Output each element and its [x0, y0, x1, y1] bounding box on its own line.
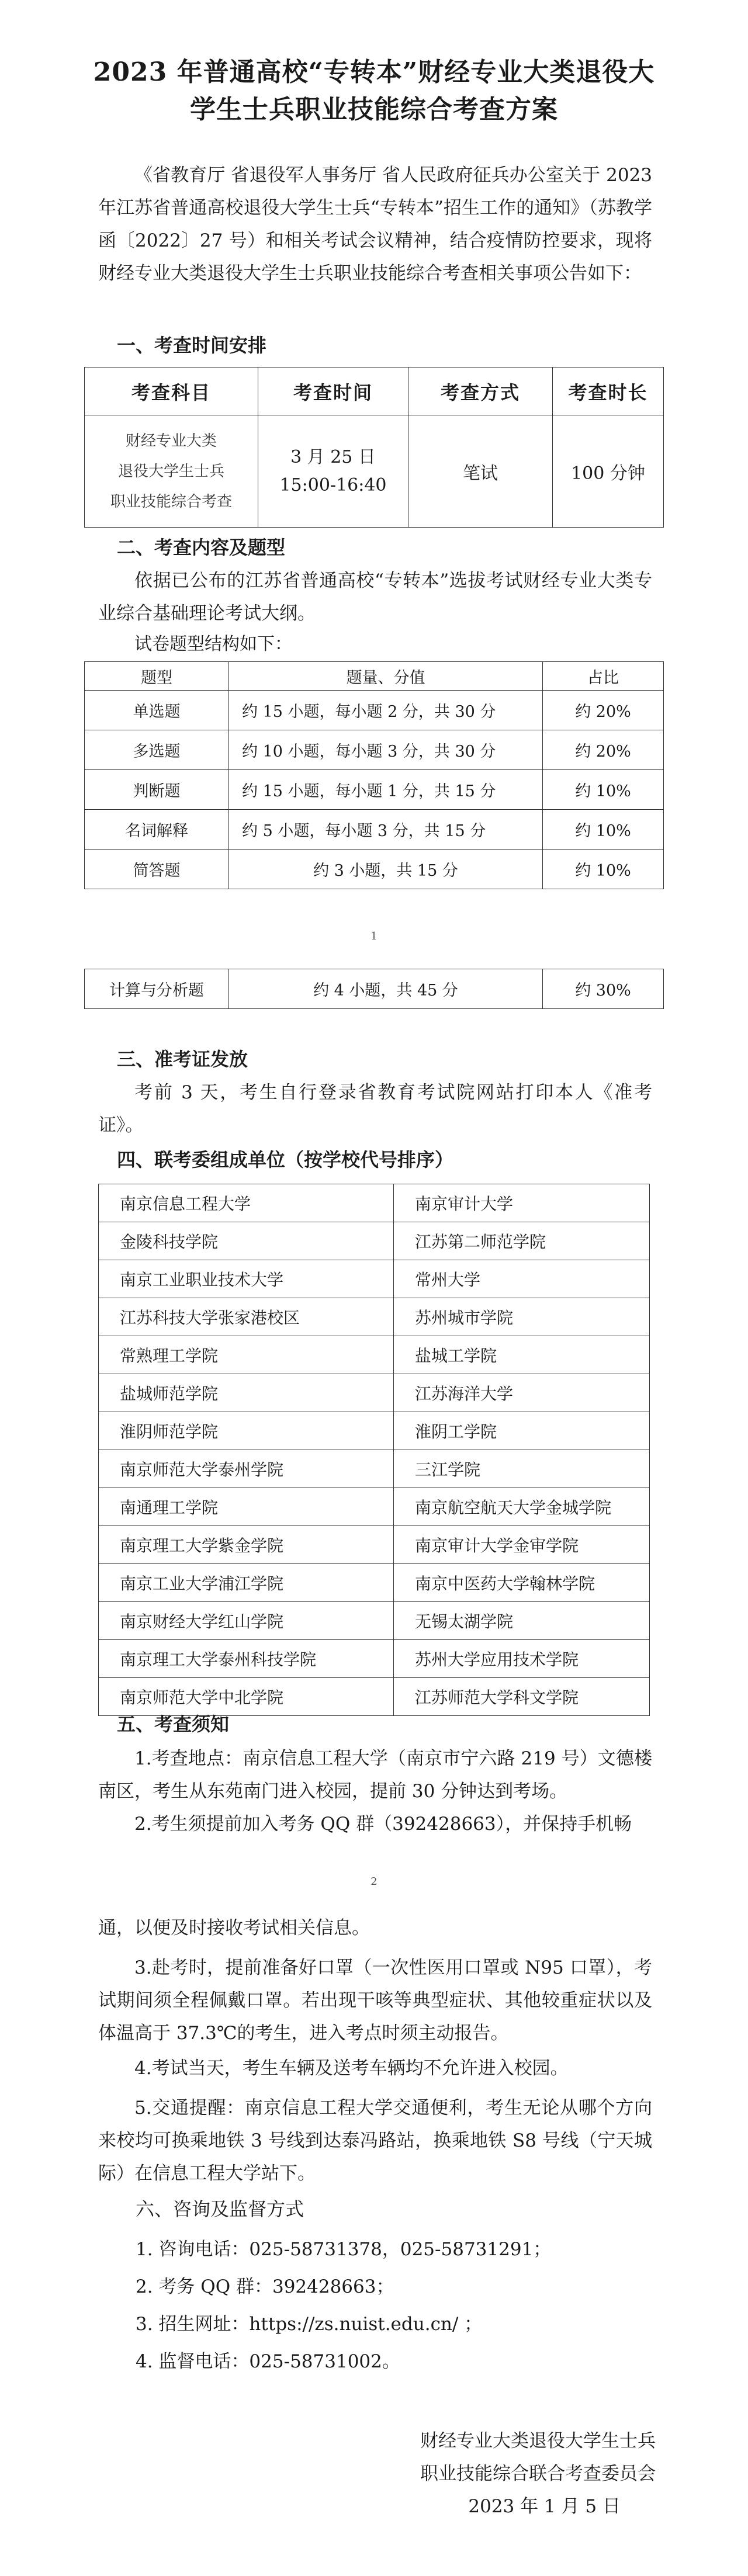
question-types-table-continued: [84, 969, 664, 1009]
members-row: [99, 1222, 650, 1260]
members-row: [99, 1526, 650, 1564]
member-school: 淮阴工学院: [394, 1412, 650, 1450]
members-row: [99, 1336, 650, 1374]
signature-date: 2023 年 1 月 5 日: [468, 2496, 621, 2517]
types-cell-desc: 约 5 小题，每小题 3 分，共 15 分: [229, 810, 543, 850]
intro-paragraph: 《省教育厅 省退役军人事务厅 省人民政府征兵办公室关于 2023 年江苏省普通高校退役大学生士兵“专转本”招生工作的通知》（苏教学函〔2022〕27 号）和相关考试会议精神，结合疫情防控要求，现将财经专业大类退役大学生士兵职业技能综合考查相关事项公告如下：: [98, 165, 652, 284]
notice-item-2-part-2: 通，以便及时接收考试相关信息。: [98, 1918, 370, 1939]
member-school: 南京工业职业技术大学: [99, 1260, 394, 1298]
members-row: [99, 1602, 650, 1640]
member-school: 南京工业大学浦江学院: [99, 1564, 394, 1602]
types-cell-ratio: 约 20%: [543, 730, 664, 770]
member-school: 江苏海洋大学: [394, 1374, 650, 1412]
member-school: 南通理工学院: [99, 1488, 394, 1526]
types-row: [85, 850, 664, 889]
member-school: 金陵科技学院: [99, 1222, 394, 1260]
contact-website[interactable]: 3. 招生网址：https://zs.nuist.edu.cn/ ；: [136, 2314, 483, 2335]
types-row: [85, 810, 664, 850]
member-school: 盐城工学院: [394, 1336, 650, 1374]
member-school: 南京理工大学泰州科技学院: [99, 1640, 394, 1678]
section-6-heading: 六、咨询及监督方式: [136, 2198, 304, 2220]
members-row: [99, 1640, 650, 1678]
types-cell-ratio: 约 10%: [543, 810, 664, 850]
schedule-time: 15:00-16:40: [279, 474, 387, 495]
member-school: 三江学院: [394, 1450, 650, 1488]
types-cell-ratio: 约 10%: [543, 770, 664, 810]
member-school: 南京理工大学紫金学院: [99, 1526, 394, 1564]
member-school: 无锡太湖学院: [394, 1602, 650, 1640]
committee-members-table: [98, 1184, 650, 1716]
types-row: [85, 770, 664, 810]
section-4-heading: 四、联考委组成单位（按学校代号排序）: [117, 1149, 454, 1171]
members-row: [99, 1450, 650, 1488]
page-number-2: 2: [370, 1875, 378, 1888]
section-5-heading: 五、考查须知: [117, 1713, 230, 1735]
page-number-1: 1: [370, 930, 378, 942]
signature-block: [420, 2425, 656, 2523]
contact-qq: 2. 考务 QQ 群：392428663；: [136, 2276, 394, 2297]
member-school: 南京中医药大学翰林学院: [394, 1564, 650, 1602]
types-cell-type: 单选题: [85, 691, 229, 730]
members-row: [99, 1488, 650, 1526]
schedule-date: 3 月 25 日: [290, 446, 376, 467]
section-3-heading: 三、准考证发放: [117, 1048, 248, 1070]
members-row: [99, 1564, 650, 1602]
types-row: [85, 730, 664, 770]
members-row: [99, 1374, 650, 1412]
types-cell-ratio: 约 10%: [543, 850, 664, 889]
members-row: [99, 1412, 650, 1450]
types-row: [85, 969, 664, 1009]
schedule-time-cell: [258, 415, 408, 528]
member-school: 南京审计大学金审学院: [394, 1526, 650, 1564]
schedule-header-duration: 考查时长: [553, 367, 664, 415]
member-school: 江苏师范大学科文学院: [394, 1678, 650, 1716]
signature-line-1: 财经专业大类退役大学生士兵: [420, 2431, 656, 2452]
contact-list: [136, 2231, 551, 2380]
types-cell-type: 多选题: [85, 730, 229, 770]
member-school: 淮阴师范学院: [99, 1412, 394, 1450]
types-header-desc: 题量、分值: [229, 662, 543, 691]
signature-line-2: 职业技能综合联合考查委员会: [420, 2463, 656, 2484]
schedule-subject-line: 职业技能综合考查: [110, 493, 232, 511]
types-cell-type: 简答题: [85, 850, 229, 889]
section-2-heading: 二、考查内容及题型: [117, 536, 286, 559]
member-school: 苏州城市学院: [394, 1298, 650, 1336]
member-school: 南京审计大学: [394, 1184, 650, 1222]
schedule-subject-line: 财经专业大类: [125, 432, 217, 450]
members-row: [99, 1298, 650, 1336]
members-row: [99, 1260, 650, 1298]
types-cell-type: 计算与分析题: [85, 969, 229, 1009]
schedule-method-cell: 笔试: [408, 415, 553, 528]
types-header-ratio: 占比: [543, 662, 664, 691]
structure-label: 试卷题型结构如下：: [134, 634, 292, 654]
types-cell-desc: 约 10 小题，每小题 3 分，共 30 分: [229, 730, 543, 770]
members-row: [99, 1184, 650, 1222]
notice-item-3: 3.赴考时，提前准备好口罩（一次性医用口罩或 N95 口罩），考试期间须全程佩戴口罩。若出现干咳等典型症状、其他较重症状以及体温高于 37.3℃的考生，进入考点时须主动报告。: [98, 1957, 652, 2044]
types-cell-type: 名词解释: [85, 810, 229, 850]
types-cell-desc: 约 4 小题，共 45 分: [229, 969, 543, 1009]
schedule-subject-line: 退役大学生士兵: [117, 462, 224, 480]
schedule-header-method: 考查方式: [408, 367, 553, 415]
member-school: 苏州大学应用技术学院: [394, 1640, 650, 1678]
section-2-text: 依据已公布的江苏省普通高校“专转本”选拔考试财经专业大类专业综合基础理论考试大纲。: [98, 570, 652, 624]
types-cell-ratio: 约 20%: [543, 691, 664, 730]
types-cell-ratio: 约 30%: [543, 969, 664, 1009]
member-school: 江苏科技大学张家港校区: [99, 1298, 394, 1336]
question-types-table: [84, 661, 664, 889]
notice-item-2-part-1: 2.考生须提前加入考务 QQ 群（392428663），并保持手机畅: [134, 1814, 632, 1835]
section-3-text: 考前 3 天，考生自行登录省教育考试院网站打印本人《准考证》。: [98, 1082, 652, 1136]
notice-item-4: 4.考试当天，考生车辆及送考车辆均不允许进入校园。: [134, 2058, 569, 2079]
types-cell-desc: 约 15 小题，每小题 1 分，共 15 分: [229, 770, 543, 810]
member-school: 常熟理工学院: [99, 1336, 394, 1374]
member-school: 南京信息工程大学: [99, 1184, 394, 1222]
notice-item-5: 5.交通提醒：南京信息工程大学交通便利，考生无论从哪个方向来校均可换乘地铁 3 号线到达泰冯路站，换乘地铁 S8 号线（宁天城际）在信息工程大学站下。: [98, 2097, 652, 2184]
contact-supervision: 4. 监督电话：025-58731002。: [136, 2351, 400, 2372]
member-school: 南京财经大学红山学院: [99, 1602, 394, 1640]
types-cell-type: 判断题: [85, 770, 229, 810]
member-school: 南京师范大学泰州学院: [99, 1450, 394, 1488]
document-title-line-1: 2023 年普通高校“专转本”财经专业大类退役大: [93, 57, 655, 87]
schedule-subject-cell: [85, 415, 258, 528]
schedule-header-subject: 考查科目: [85, 367, 258, 415]
member-school: 盐城师范学院: [99, 1374, 394, 1412]
types-cell-desc: 约 3 小题，共 15 分: [229, 850, 543, 889]
schedule-table: [84, 367, 664, 528]
document-title-line-2: 学生士兵职业技能综合考查方案: [190, 95, 558, 124]
contact-phone: 1. 咨询电话：025-58731378，025-58731291；: [136, 2239, 552, 2260]
member-school: 常州大学: [394, 1260, 650, 1298]
section-1-heading: 一、考查时间安排: [117, 334, 267, 356]
types-header-type: 题型: [85, 662, 229, 691]
member-school: 南京师范大学中北学院: [99, 1678, 394, 1716]
notice-item-1: 1.考查地点：南京信息工程大学（南京市宁六路 219 号）文德楼南区，考生从东苑南门进入校园，提前 30 分钟达到考场。: [98, 1748, 652, 1802]
member-school: 南京航空航天大学金城学院: [394, 1488, 650, 1526]
schedule-duration-cell: 100 分钟: [553, 415, 664, 528]
types-cell-desc: 约 15 小题，每小题 2 分，共 30 分: [229, 691, 543, 730]
member-school: 江苏第二师范学院: [394, 1222, 650, 1260]
types-row: [85, 691, 664, 730]
schedule-header-time: 考查时间: [258, 367, 408, 415]
